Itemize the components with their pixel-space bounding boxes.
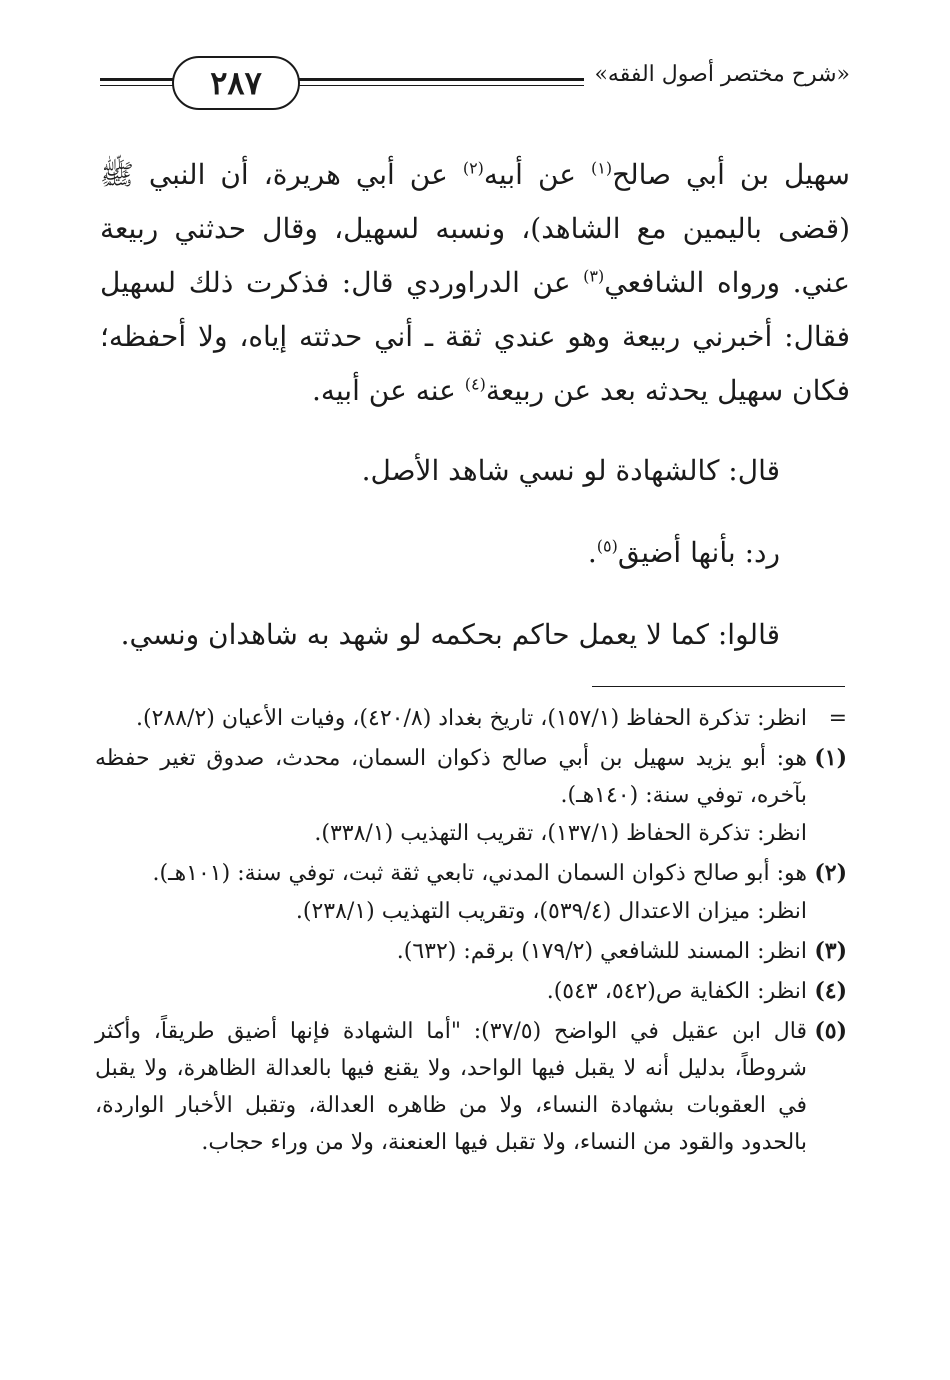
main-text — [100, 148, 850, 662]
page-header — [100, 52, 850, 112]
footnote-ref-3: (٣) — [583, 266, 605, 286]
footnote-text: هو: أبو صالح ذكوان السمان المدني، تابعي ثقة ثبت، توفي سنة: (١٠١هـ). — [152, 861, 807, 886]
text-segment: عن أبي هريرة، أن النبي ﷺ (قضى باليمين مع الشاهد)، ونسبه لسهيل، وقال حدثني ربيعة عني. ورواه الشافعي — [100, 158, 850, 299]
footnote-source: انظر: ميزان الاعتدال (٥٣٩/٤)، وتقريب التهذيب (٢٣٨/١). — [295, 899, 807, 924]
footnote-ref-4: (٤) — [464, 374, 486, 394]
footnote-4 — [95, 973, 847, 1010]
footnote-marker: (١) — [814, 745, 847, 771]
footnote-marker: (٤) — [814, 978, 847, 1004]
footnotes — [95, 700, 847, 1164]
reply-period: . — [587, 536, 597, 569]
footnote-source: انظر: تذكرة الحفاظ (١٣٧/١)، تقريب التهذيب (٣٣٨/١). — [314, 821, 807, 846]
footnote-marker: (٢) — [814, 860, 847, 886]
footnote-separator — [592, 686, 845, 687]
footnote-text: انظر: المسند للشافعي (١٧٩/٢) برقم: (٦٣٢). — [396, 939, 807, 964]
footnote-ref-5: (٥) — [596, 536, 618, 556]
footnote-2 — [95, 855, 847, 930]
statement-objection: قال: كالشهادة لو نسي شاهد الأصل. — [361, 454, 780, 487]
footnote-text: انظر: الكفاية ص(٥٤٢، ٥٤٣). — [546, 979, 807, 1004]
footnote-continuation — [95, 700, 847, 737]
statement-reply — [100, 526, 850, 580]
footnote-1 — [95, 740, 847, 852]
footnote-5 — [95, 1013, 847, 1161]
statement-counter: قالوا: كما لا يعمل حاكم بحكمه لو شهد به شاهدان ونسي. — [120, 618, 780, 651]
reply-text: رد: بأنها أضيق — [617, 536, 780, 569]
text-segment: عن أبيه — [483, 158, 591, 191]
page-number: ٢٨٧ — [172, 56, 300, 110]
footnote-text: هو: أبو يزيد سهيل بن أبي صالح ذكوان السمان، محدث، صدوق تغير حفظه بآخره، توفي سنة: (١٤٠هـ). — [95, 746, 807, 808]
text-segment: سهيل بن أبي صالح — [612, 158, 851, 191]
footnote-ref-1: (١) — [590, 158, 613, 178]
book-title: «شرح مختصر أصول الفقه» — [584, 62, 850, 87]
footnote-ref-2: (٢) — [462, 158, 484, 178]
footnote-3 — [95, 933, 847, 970]
footnote-marker: = — [828, 706, 847, 731]
footnote-marker: (٥) — [814, 1018, 847, 1044]
opening-paragraph — [100, 148, 850, 418]
text-segment: عن الدراوردي قال: فذكرت ذلك لسهيل فقال: أخبرني ربيعة وهو عندي ثقة ـ أني حدثته إياه، ولا أحفظه؛ فكان سهيل يحدثه بعد عن ربيعة — [100, 266, 850, 407]
footnote-marker: (٣) — [814, 938, 847, 964]
footnote-text: انظر: تذكرة الحفاظ (١٥٧/١)، تاريخ بغداد (٤٢٠/٨)، وفيات الأعيان (٢٨٨/٢). — [136, 706, 807, 731]
footnote-text: قال ابن عقيل في الواضح (٣٧/٥): "أما الشهادة فإنها أضيق طريقاً، وأكثر شروطاً، بدليل أنه لا يقبل فيها الواحد، ولا يقنع فيها بالعدالة الظاهرة، ولا يقبل في العقوبات بشهادة النساء، ولا من ظاهره العدالة، وتقبل الأخبار الواردة، بالحدود والقود من النساء، ولا تقبل فيها العنعنة، ولا من وراء حجاب. — [95, 1019, 808, 1155]
text-segment: عنه عن أبيه. — [311, 374, 465, 407]
